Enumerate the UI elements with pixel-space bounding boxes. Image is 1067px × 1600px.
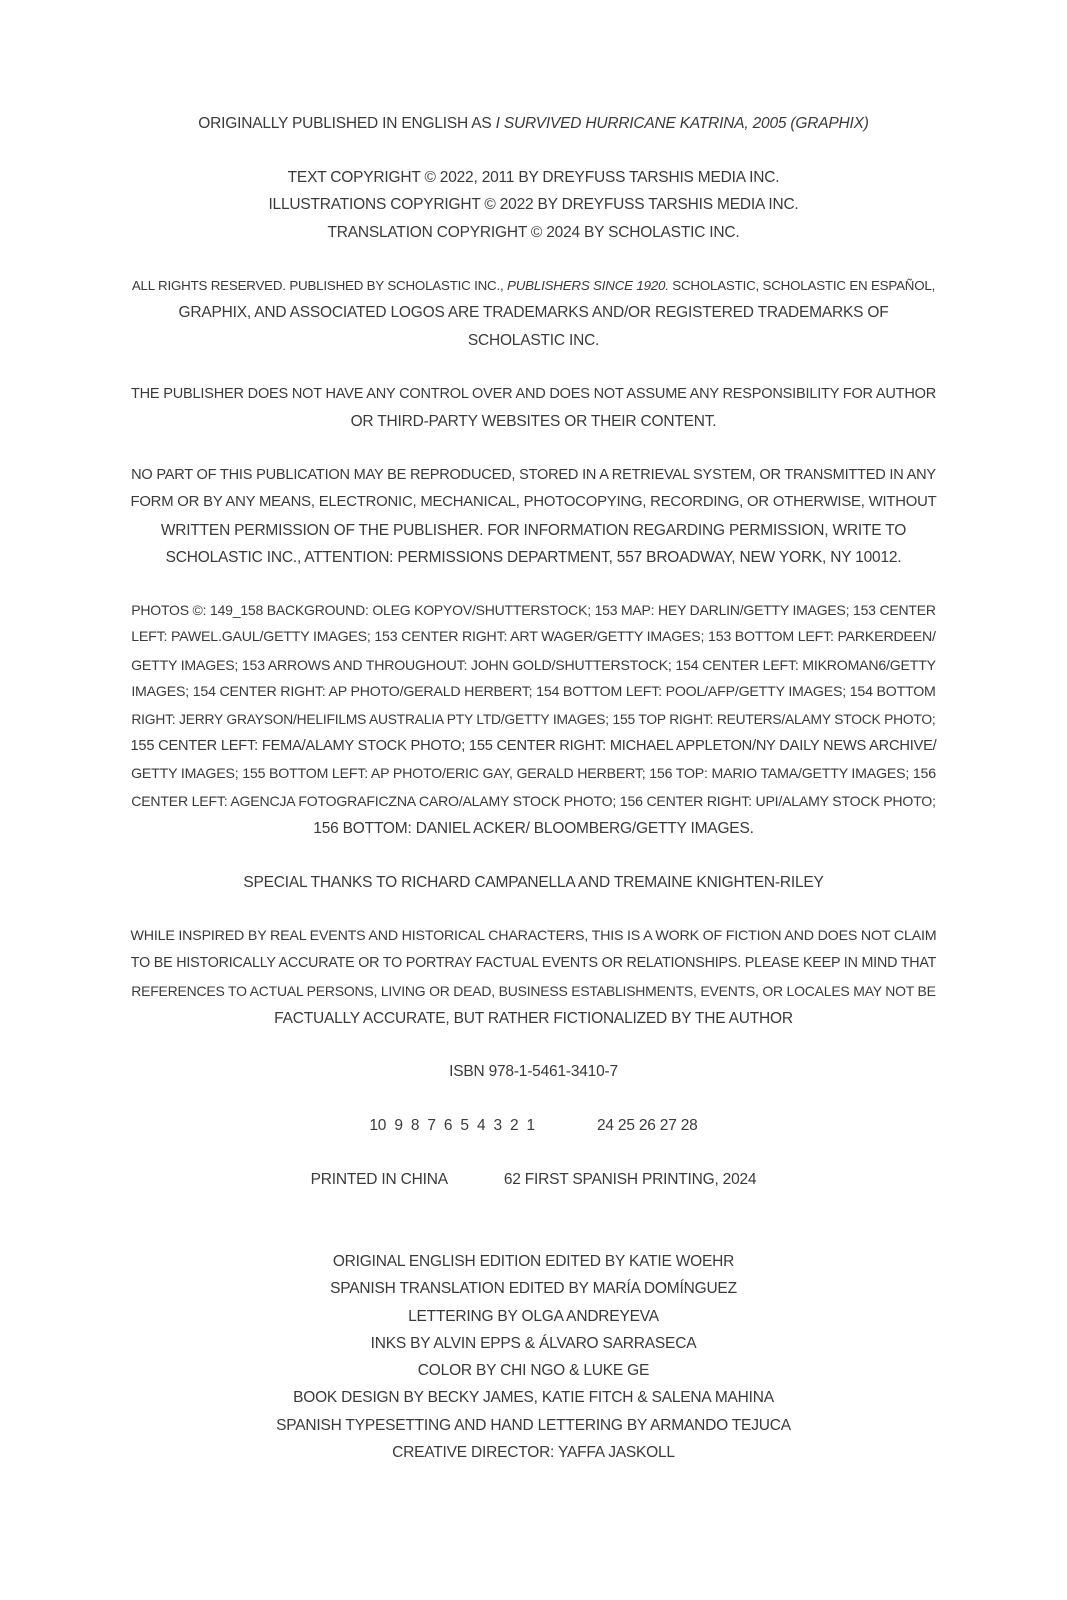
printed-in-block	[130, 1166, 937, 1193]
printer-code: 62	[503, 1171, 521, 1188]
photo-credit-line: 155 CENTER LEFT: FEMA/ALAMY STOCK PHOTO; 155 CENTER RIGHT: MICHAEL APPLETON/NY DAILY NEWS ARCHIVE/	[130, 738, 937, 755]
photo-credit-line: RIGHT: JERRY GRAYSON/HELIFILMS AUSTRALIA PTY LTD/GETTY IMAGES; 155 TOP RIGHT: REUTERS/ALAMY STOCK PHOTO;	[131, 711, 936, 728]
rights-line1-suffix: SCHOLASTIC, SCHOLASTIC EN ESPAÑOL,	[668, 278, 936, 293]
translation-copyright: TRANSLATION COPYRIGHT © 2024 BY SCHOLASTIC INC.	[327, 223, 740, 241]
special-thanks-line: SPECIAL THANKS TO RICHARD CAMPANELLA AND TREMAINE KNIGHTEN-RILEY	[243, 874, 824, 891]
printed-in-country: PRINTED IN CHINA	[310, 1171, 448, 1188]
copyright-block	[130, 164, 937, 246]
credit-line: CREATIVE DIRECTOR: YAFFA JASKOLL	[392, 1444, 675, 1462]
year-numbers: 24 25 26 27 28	[596, 1117, 698, 1134]
fiction-disclaimer-line: TO BE HISTORICALLY ACCURATE OR TO PORTRAY FACTUAL EVENTS OR RELATIONSHIPS. PLEASE KEEP IN MIND THAT	[130, 955, 937, 972]
photo-credit-line: LEFT: PAWEL.GAUL/GETTY IMAGES; 153 CENTER RIGHT: ART WAGER/GETTY IMAGES; 153 BOTTOM LEFT: PARKERDEEN/	[131, 629, 936, 646]
rights-line1-prefix: ALL RIGHTS RESERVED. PUBLISHED BY SCHOLASTIC INC.,	[131, 278, 508, 293]
rights-line3: SCHOLASTIC INC.	[467, 331, 600, 349]
reproduction-line: FORM OR BY ANY MEANS, ELECTRONIC, MECHANICAL, PHOTOCOPYING, RECORDING, OR OTHERWISE, WITHOUT	[130, 494, 937, 511]
photo-credit-line: GETTY IMAGES; 153 ARROWS AND THROUGHOUT: JOHN GOLD/SHUTTERSTOCK; 154 CENTER LEFT: MIKROMAN6/GETTY	[131, 656, 936, 673]
text-copyright: TEXT COPYRIGHT © 2022, 2011 BY DREYFUSS TARSHIS MEDIA INC.	[287, 169, 780, 186]
credit-line: INKS BY ALVIN EPPS & ÁLVARO SARRASECA	[370, 1334, 697, 1352]
reproduction-line: SCHOLASTIC INC., ATTENTION: PERMISSIONS DEPARTMENT, 557 BROADWAY, NEW YORK, NY 10012.	[165, 548, 902, 566]
photo-credit-line: PHOTOS ©: 149_158 BACKGROUND: OLEG KOPYOV/SHUTTERSTOCK; 153 MAP: HEY DARLIN/GETTY IMAGES; 153 CENTER	[131, 602, 936, 618]
first-printing: FIRST SPANISH PRINTING, 2024	[524, 1171, 757, 1188]
original-title-line	[130, 110, 937, 137]
credit-line: SPANISH TYPESETTING AND HAND LETTERING BY ARMANDO TEJUCA	[276, 1416, 791, 1434]
credit-line: LETTERING BY OLGA ANDREYEVA	[408, 1307, 659, 1325]
original-title-prefix: ORIGINALLY PUBLISHED IN ENGLISH AS	[198, 115, 496, 132]
reproduction-line: WRITTEN PERMISSION OF THE PUBLISHER. FOR INFORMATION REGARDING PERMISSION, WRITE TO	[160, 521, 907, 539]
reproduction-line: NO PART OF THIS PUBLICATION MAY BE REPRODUCED, STORED IN A RETRIEVAL SYSTEM, OR TRANSMITTED IN ANY	[131, 467, 936, 483]
isbn	[130, 1058, 937, 1085]
publisher-disclaimer	[130, 381, 937, 436]
photo-credit-line: GETTY IMAGES; 155 BOTTOM LEFT: AP PHOTO/ERIC GAY, GERALD HERBERT; 156 TOP: MARIO TAMA/GETTY IMAGES; 156	[131, 765, 936, 782]
printing-numbers	[130, 1112, 937, 1139]
publisher-disclaimer-line: THE PUBLISHER DOES NOT HAVE ANY CONTROL OVER AND DOES NOT ASSUME ANY RESPONSIBILITY FOR AUTHOR	[130, 386, 937, 402]
fiction-disclaimer	[130, 923, 937, 1032]
photo-credit-line: CENTER LEFT: AGENCJA FOTOGRAFICZNA CARO/ALAMY STOCK PHOTO; 156 CENTER RIGHT: UPI/ALAMY STOCK PHOTO;	[131, 793, 936, 810]
fiction-disclaimer-line: REFERENCES TO ACTUAL PERSONS, LIVING OR DEAD, BUSINESS ESTABLISHMENTS, EVENTS, OR LOCALES MAY NOT BE	[131, 982, 936, 999]
isbn-line: ISBN 978-1-5461-3410-7	[449, 1063, 618, 1080]
credits-block	[130, 1248, 937, 1466]
photo-credits	[130, 597, 937, 843]
fiction-disclaimer-line: WHILE INSPIRED BY REAL EVENTS AND HISTORICAL CHARACTERS, THIS IS A WORK OF FICTION AND DOES NOT CLAIM	[130, 928, 937, 944]
special-thanks	[130, 869, 937, 896]
illustrations-copyright: ILLUSTRATIONS COPYRIGHT © 2022 BY DREYFUSS TARSHIS MEDIA INC.	[268, 196, 799, 214]
photo-credit-line: IMAGES; 154 CENTER RIGHT: AP PHOTO/GERALD HERBERT; 154 BOTTOM LEFT: POOL/AFP/GETTY IMAGES; 154 BOTTOM	[131, 683, 936, 700]
impression-numbers: 10 9 8 7 6 5 4 3 2 1	[369, 1117, 535, 1134]
rights-line2: GRAPHIX, AND ASSOCIATED LOGOS ARE TRADEMARKS AND/OR REGISTERED TRADEMARKS OF	[178, 304, 889, 322]
original-title-italic: I SURVIVED HURRICANE KATRINA, 2005 (GRAPHIX)	[495, 115, 869, 132]
credit-line: ORIGINAL ENGLISH EDITION EDITED BY KATIE WOEHR	[332, 1253, 735, 1270]
photo-credit-line: 156 BOTTOM: DANIEL ACKER/ BLOOMBERG/GETTY IMAGES.	[313, 820, 754, 838]
rights-line1-italic: PUBLISHERS SINCE 1920.	[507, 278, 669, 293]
rights-block	[130, 272, 937, 354]
reproduction-notice	[130, 462, 937, 571]
credit-line: BOOK DESIGN BY BECKY JAMES, KATIE FITCH & SALENA MAHINA	[293, 1389, 774, 1407]
credit-line: COLOR BY CHI NGO & LUKE GE	[417, 1362, 650, 1380]
publisher-disclaimer-line: OR THIRD-PARTY WEBSITES OR THEIR CONTENT.	[350, 413, 717, 431]
credit-line: SPANISH TRANSLATION EDITED BY MARÍA DOMÍNGUEZ	[330, 1280, 737, 1298]
fiction-disclaimer-line: FACTUALLY ACCURATE, BUT RATHER FICTIONALIZED BY THE AUTHOR	[274, 1009, 793, 1027]
